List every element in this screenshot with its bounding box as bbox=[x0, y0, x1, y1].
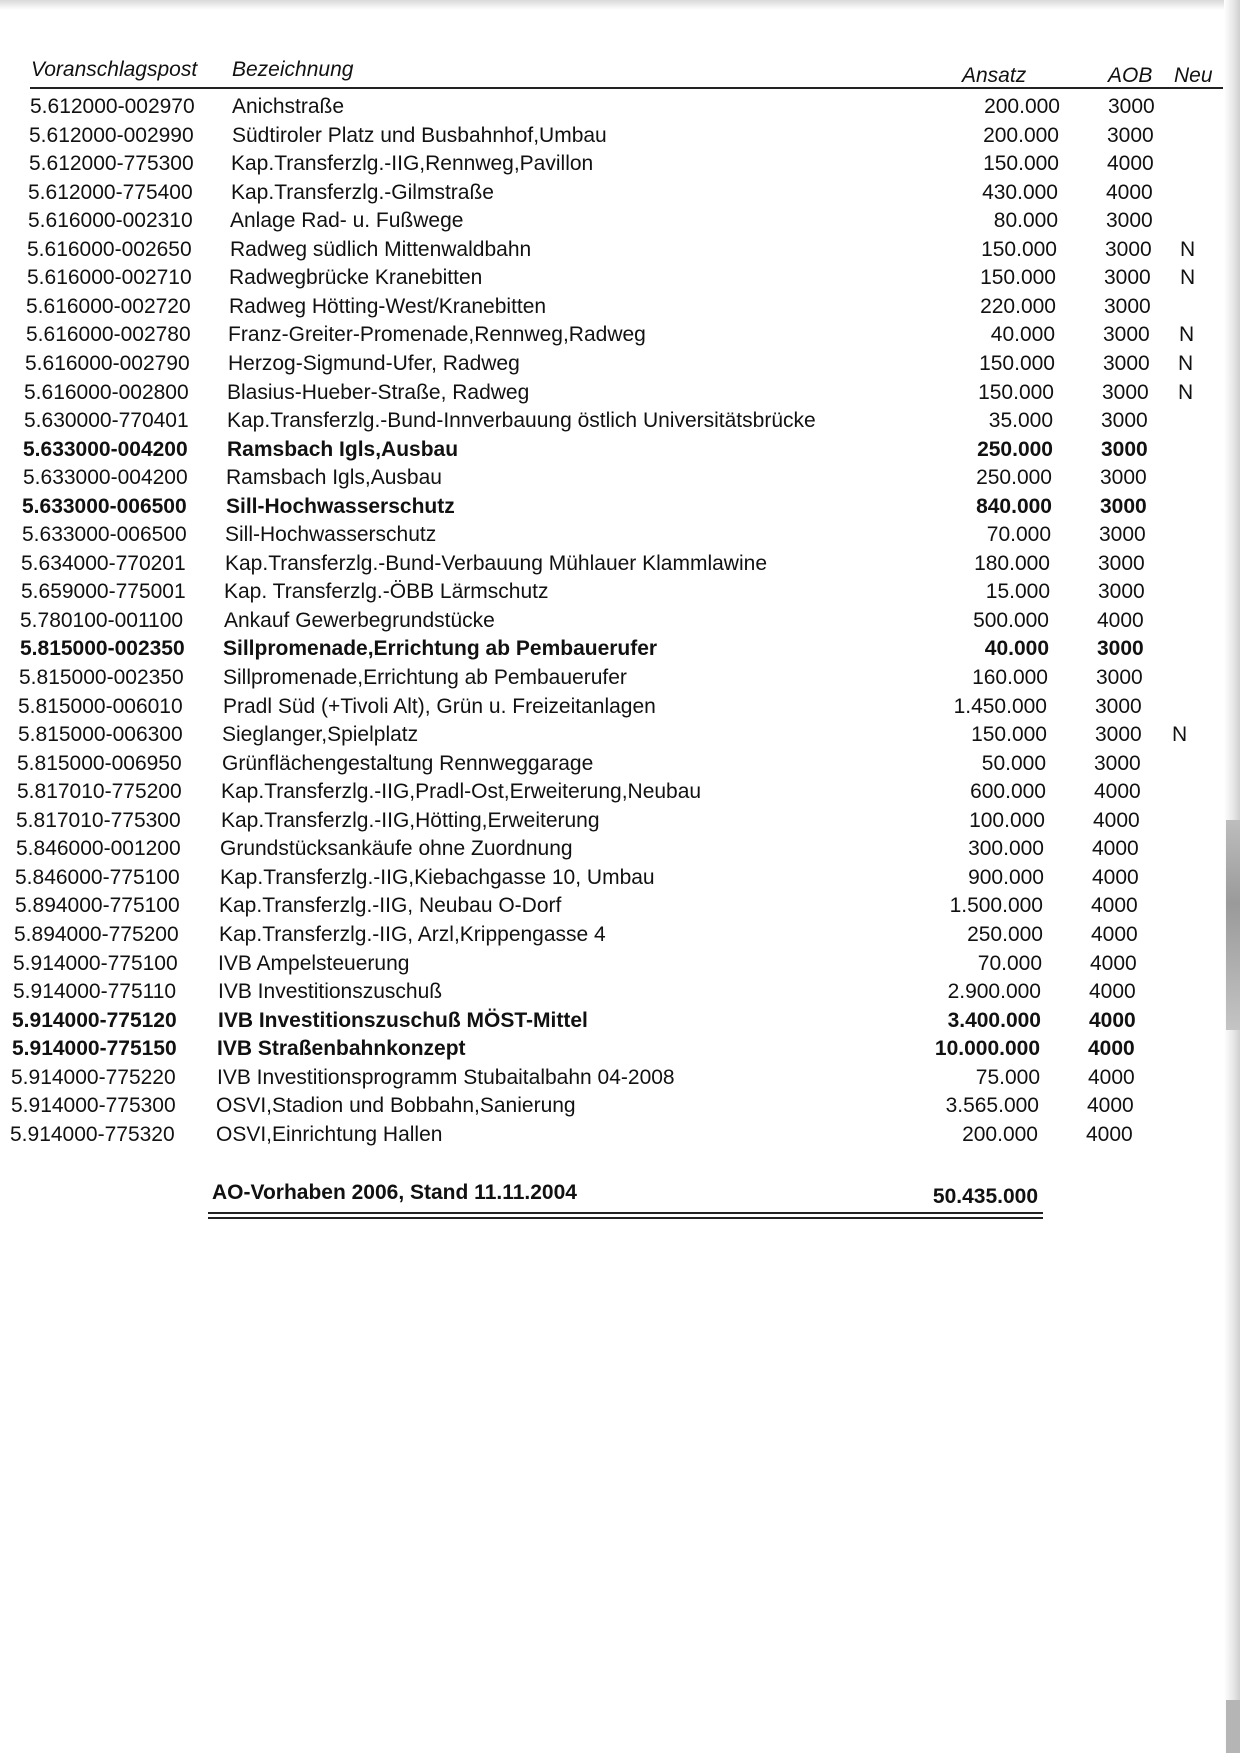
row-amount: 150.000 bbox=[971, 723, 1047, 747]
table-row bbox=[0, 777, 1240, 806]
row-aob: 3000 bbox=[1100, 494, 1147, 518]
row-description: Kap.Transferzlg.-IIG, Neubau O-Dorf bbox=[219, 894, 562, 918]
table-row bbox=[0, 806, 1240, 835]
row-amount: 15.000 bbox=[985, 580, 1050, 604]
table-row bbox=[0, 949, 1240, 978]
row-amount: 300.000 bbox=[968, 837, 1044, 861]
table-row bbox=[0, 977, 1240, 1006]
table-row bbox=[0, 720, 1240, 749]
row-aob: 4000 bbox=[1089, 980, 1136, 1004]
row-description: Ramsbach Igls,Ausbau bbox=[227, 437, 459, 461]
row-aob: 3000 bbox=[1095, 723, 1142, 747]
row-description: Kap.Transferzlg.-IIG,Rennweg,Pavillon bbox=[231, 152, 594, 176]
table-row bbox=[0, 349, 1240, 378]
row-aob: 3000 bbox=[1108, 95, 1155, 118]
table-row bbox=[0, 1120, 1240, 1149]
row-amount: 200.000 bbox=[962, 1122, 1038, 1146]
row-description: Anlage Rad- u. Fußwege bbox=[230, 209, 464, 233]
row-code: 5.616000-002780 bbox=[26, 323, 191, 347]
row-aob: 4000 bbox=[1091, 894, 1138, 918]
scan-shadow-right-bottom bbox=[1226, 1700, 1240, 1753]
row-neu-flag: N bbox=[1172, 723, 1188, 747]
row-amount: 1.500.000 bbox=[949, 894, 1043, 918]
row-amount: 2.900.000 bbox=[947, 980, 1041, 1004]
row-code: 5.914000-775120 bbox=[12, 1008, 177, 1032]
table-row bbox=[0, 663, 1240, 692]
row-code: 5.817010-775200 bbox=[17, 780, 182, 804]
row-aob: 4000 bbox=[1097, 608, 1144, 632]
row-aob: 3000 bbox=[1104, 266, 1151, 290]
row-amount: 150.000 bbox=[981, 237, 1057, 261]
row-aob: 4000 bbox=[1092, 865, 1139, 889]
row-description: Sillpromenade,Errichtung ab Pembauerufer bbox=[223, 637, 658, 661]
row-amount: 3.400.000 bbox=[947, 1008, 1041, 1032]
table-row bbox=[0, 1034, 1240, 1063]
total-rule-upper bbox=[208, 1212, 1043, 1214]
table-row bbox=[0, 549, 1240, 578]
row-aob: 4000 bbox=[1089, 1008, 1136, 1032]
row-aob: 3000 bbox=[1096, 666, 1143, 689]
row-code: 5.630000-770401 bbox=[24, 409, 189, 433]
table-row bbox=[0, 891, 1240, 920]
header-bezeichnung: Bezeichnung bbox=[232, 58, 354, 81]
row-description: Sillpromenade,Errichtung ab Pembauerufer bbox=[223, 666, 627, 689]
row-code: 5.815000-002350 bbox=[20, 637, 185, 661]
row-code: 5.914000-775220 bbox=[11, 1065, 176, 1089]
row-aob: 4000 bbox=[1094, 780, 1141, 804]
row-code: 5.612000-002990 bbox=[29, 123, 194, 147]
table-row bbox=[0, 121, 1240, 150]
row-amount: 200.000 bbox=[984, 95, 1060, 118]
row-amount: 600.000 bbox=[970, 780, 1046, 804]
table-row bbox=[0, 463, 1240, 492]
row-aob: 3000 bbox=[1095, 694, 1142, 718]
row-code: 5.894000-775200 bbox=[14, 922, 179, 946]
row-aob: 4000 bbox=[1107, 152, 1154, 176]
row-description: Sill-Hochwasserschutz bbox=[226, 494, 455, 518]
row-code: 5.612000-775400 bbox=[28, 180, 193, 204]
row-description: Kap.Transferzlg.-Gilmstraße bbox=[231, 180, 494, 204]
row-amount: 10.000.000 bbox=[934, 1037, 1040, 1061]
row-description: Kap.Transferzlg.-Bund-Innverbauung östlich Universitätsbrücke bbox=[227, 409, 816, 433]
row-aob: 4000 bbox=[1106, 180, 1153, 204]
row-description: Anichstraße bbox=[232, 95, 345, 118]
table-row bbox=[0, 577, 1240, 606]
row-amount: 250.000 bbox=[976, 466, 1052, 490]
row-neu-flag: N bbox=[1180, 266, 1196, 290]
row-aob: 3000 bbox=[1101, 437, 1148, 461]
table-row bbox=[0, 520, 1240, 549]
row-code: 5.817010-775300 bbox=[16, 808, 181, 832]
table-row bbox=[0, 435, 1240, 464]
row-amount: 100.000 bbox=[969, 808, 1045, 832]
row-amount: 40.000 bbox=[990, 323, 1055, 347]
row-description: IVB Investitionszuschuß bbox=[218, 980, 443, 1004]
row-code: 5.894000-775100 bbox=[15, 894, 180, 918]
table-row bbox=[0, 492, 1240, 521]
row-aob: 3000 bbox=[1100, 466, 1147, 490]
table-row bbox=[0, 235, 1240, 264]
row-aob: 4000 bbox=[1093, 808, 1140, 832]
row-aob: 3000 bbox=[1104, 294, 1151, 318]
row-description: Franz-Greiter-Promenade,Rennweg,Radweg bbox=[228, 323, 646, 347]
row-aob: 3000 bbox=[1105, 237, 1152, 261]
row-amount: 250.000 bbox=[967, 922, 1043, 946]
row-code: 5.914000-775300 bbox=[11, 1094, 176, 1118]
total-amount: 50.435.000 bbox=[932, 1185, 1038, 1208]
row-description: Radweg südlich Mittenwaldbahn bbox=[230, 237, 532, 261]
row-description: Radweg Hötting-West/Kranebitten bbox=[229, 294, 547, 318]
row-amount: 840.000 bbox=[976, 494, 1052, 518]
row-aob: 3000 bbox=[1101, 409, 1148, 433]
row-amount: 160.000 bbox=[972, 666, 1048, 689]
row-code: 5.612000-775300 bbox=[29, 152, 194, 176]
row-aob: 4000 bbox=[1092, 837, 1139, 861]
row-code: 5.780100-001100 bbox=[20, 608, 184, 632]
row-description: Kap.Transferzlg.-IIG, Arzl,Krippengasse 4 bbox=[219, 922, 606, 946]
table-row bbox=[0, 920, 1240, 949]
row-aob: 3000 bbox=[1102, 380, 1149, 404]
table-row bbox=[0, 863, 1240, 892]
row-description: Grünflächengestaltung Rennweggarage bbox=[222, 751, 594, 775]
row-code: 5.616000-002310 bbox=[28, 209, 193, 233]
header-voranschlagspost: Voranschlagspost bbox=[31, 58, 198, 81]
row-description: IVB Investitionsprogramm Stubaitalbahn 04-2008 bbox=[217, 1065, 675, 1089]
row-aob: 3000 bbox=[1103, 351, 1150, 375]
row-amount: 3.565.000 bbox=[945, 1094, 1039, 1118]
row-code: 5.846000-775100 bbox=[15, 865, 180, 889]
table-row bbox=[0, 149, 1240, 178]
row-amount: 150.000 bbox=[978, 380, 1054, 404]
row-description: Kap.Transferzlg.-IIG,Kiebachgasse 10, Umbau bbox=[220, 865, 655, 889]
header-aob: AOB bbox=[1108, 64, 1153, 87]
row-aob: 3000 bbox=[1107, 123, 1154, 147]
row-aob: 4000 bbox=[1088, 1037, 1135, 1061]
row-neu-flag: N bbox=[1180, 237, 1196, 261]
total-label: AO-Vorhaben 2006, Stand 11.11.2004 bbox=[212, 1181, 577, 1204]
row-neu-flag: N bbox=[1179, 323, 1195, 347]
table-row bbox=[0, 749, 1240, 778]
row-code: 5.659000-775001 bbox=[21, 580, 186, 604]
row-aob: 3000 bbox=[1094, 751, 1141, 775]
row-description: Kap.Transferzlg.-Bund-Verbauung Mühlauer Klammlawine bbox=[225, 551, 768, 575]
row-code: 5.616000-002720 bbox=[26, 294, 191, 318]
row-description: Pradl Süd (+Tivoli Alt), Grün u. Freizeitanlagen bbox=[223, 694, 656, 718]
row-code: 5.616000-002790 bbox=[25, 351, 190, 375]
row-description: Blasius-Hueber-Straße, Radweg bbox=[227, 380, 530, 404]
row-amount: 1.450.000 bbox=[953, 694, 1047, 718]
row-neu-flag: N bbox=[1178, 351, 1194, 375]
row-aob: 4000 bbox=[1091, 922, 1138, 946]
table-row bbox=[0, 1091, 1240, 1120]
row-code: 5.914000-775150 bbox=[12, 1037, 177, 1061]
row-amount: 80.000 bbox=[993, 209, 1058, 233]
row-code: 5.815000-006300 bbox=[18, 723, 183, 747]
row-description: Sill-Hochwasserschutz bbox=[225, 523, 437, 547]
row-code: 5.815000-006010 bbox=[18, 694, 183, 718]
row-amount: 75.000 bbox=[975, 1065, 1040, 1089]
row-code: 5.616000-002800 bbox=[24, 380, 189, 404]
row-aob: 3000 bbox=[1103, 323, 1150, 347]
row-description: Kap.Transferzlg.-IIG,Pradl-Ost,Erweiterung,Neubau bbox=[221, 780, 702, 804]
table-row bbox=[0, 692, 1240, 721]
row-code: 5.616000-002710 bbox=[27, 266, 192, 290]
row-aob: 4000 bbox=[1086, 1122, 1133, 1146]
row-description: Südtiroler Platz und Busbahnhof,Umbau bbox=[232, 123, 607, 147]
header-neu: Neu bbox=[1174, 64, 1213, 87]
row-description: OSVI,Einrichtung Hallen bbox=[216, 1122, 443, 1146]
row-amount: 220.000 bbox=[980, 294, 1056, 318]
table-row bbox=[0, 606, 1240, 635]
row-amount: 50.000 bbox=[981, 751, 1046, 775]
row-code: 5.633000-006500 bbox=[22, 494, 187, 518]
row-description: Ramsbach Igls,Ausbau bbox=[226, 466, 442, 490]
row-aob: 3000 bbox=[1099, 523, 1146, 547]
table-row bbox=[0, 320, 1240, 349]
row-aob: 3000 bbox=[1098, 580, 1145, 604]
row-amount: 430.000 bbox=[982, 180, 1058, 204]
row-amount: 150.000 bbox=[979, 351, 1055, 375]
table-row bbox=[0, 378, 1240, 407]
row-aob: 3000 bbox=[1106, 209, 1153, 233]
row-aob: 4000 bbox=[1088, 1065, 1135, 1089]
row-amount: 900.000 bbox=[968, 865, 1044, 889]
row-neu-flag: N bbox=[1178, 380, 1194, 404]
row-amount: 70.000 bbox=[977, 951, 1042, 975]
row-code: 5.634000-770201 bbox=[21, 551, 186, 575]
row-amount: 200.000 bbox=[983, 123, 1059, 147]
row-description: OSVI,Stadion und Bobbahn,Sanierung bbox=[216, 1094, 576, 1118]
row-amount: 70.000 bbox=[986, 523, 1051, 547]
row-amount: 35.000 bbox=[988, 409, 1053, 433]
table-row bbox=[0, 834, 1240, 863]
row-code: 5.815000-002350 bbox=[19, 666, 184, 689]
table-row bbox=[0, 206, 1240, 235]
row-code: 5.612000-002970 bbox=[30, 95, 195, 118]
row-amount: 250.000 bbox=[977, 437, 1053, 461]
table-row bbox=[0, 1063, 1240, 1092]
row-code: 5.616000-002650 bbox=[27, 237, 192, 261]
table-row bbox=[0, 406, 1240, 435]
table-row bbox=[0, 92, 1240, 121]
header-rule bbox=[30, 87, 1223, 89]
row-description: IVB Investitionszuschuß MÖST-Mittel bbox=[218, 1008, 588, 1032]
row-description: Radwegbrücke Kranebitten bbox=[229, 266, 483, 290]
row-description: Ankauf Gewerbegrundstücke bbox=[224, 608, 495, 632]
row-code: 5.914000-775320 bbox=[10, 1122, 175, 1146]
table-row bbox=[0, 178, 1240, 207]
row-description: Grundstücksankäufe ohne Zuordnung bbox=[220, 837, 573, 861]
row-amount: 150.000 bbox=[983, 152, 1059, 176]
row-amount: 150.000 bbox=[980, 266, 1056, 290]
row-amount: 500.000 bbox=[973, 608, 1049, 632]
table-row bbox=[0, 634, 1240, 663]
row-description: IVB Straßenbahnkonzept bbox=[217, 1037, 466, 1061]
row-description: Kap. Transferzlg.-ÖBB Lärmschutz bbox=[224, 580, 549, 604]
row-description: Herzog-Sigmund-Ufer, Radweg bbox=[228, 351, 520, 375]
row-aob: 4000 bbox=[1090, 951, 1137, 975]
row-code: 5.633000-006500 bbox=[22, 523, 187, 547]
table-row bbox=[0, 292, 1240, 321]
row-aob: 3000 bbox=[1098, 551, 1145, 575]
table-row bbox=[0, 1006, 1240, 1035]
row-description: IVB Ampelsteuerung bbox=[218, 951, 410, 975]
row-aob: 3000 bbox=[1097, 637, 1144, 661]
row-code: 5.815000-006950 bbox=[17, 751, 182, 775]
row-description: Kap.Transferzlg.-IIG,Hötting,Erweiterung bbox=[221, 808, 600, 832]
row-description: Sieglanger,Spielplatz bbox=[222, 723, 419, 747]
table-row bbox=[0, 263, 1240, 292]
row-code: 5.914000-775110 bbox=[13, 980, 177, 1004]
scan-edge-top bbox=[0, 0, 1240, 10]
row-amount: 180.000 bbox=[974, 551, 1050, 575]
row-amount: 40.000 bbox=[984, 637, 1049, 661]
row-code: 5.914000-775100 bbox=[13, 951, 178, 975]
row-code: 5.633000-004200 bbox=[23, 466, 188, 490]
row-aob: 4000 bbox=[1087, 1094, 1134, 1118]
row-code: 5.633000-004200 bbox=[23, 437, 188, 461]
total-rule-lower bbox=[208, 1217, 1043, 1219]
header-ansatz: Ansatz bbox=[962, 64, 1027, 87]
row-code: 5.846000-001200 bbox=[16, 837, 181, 861]
